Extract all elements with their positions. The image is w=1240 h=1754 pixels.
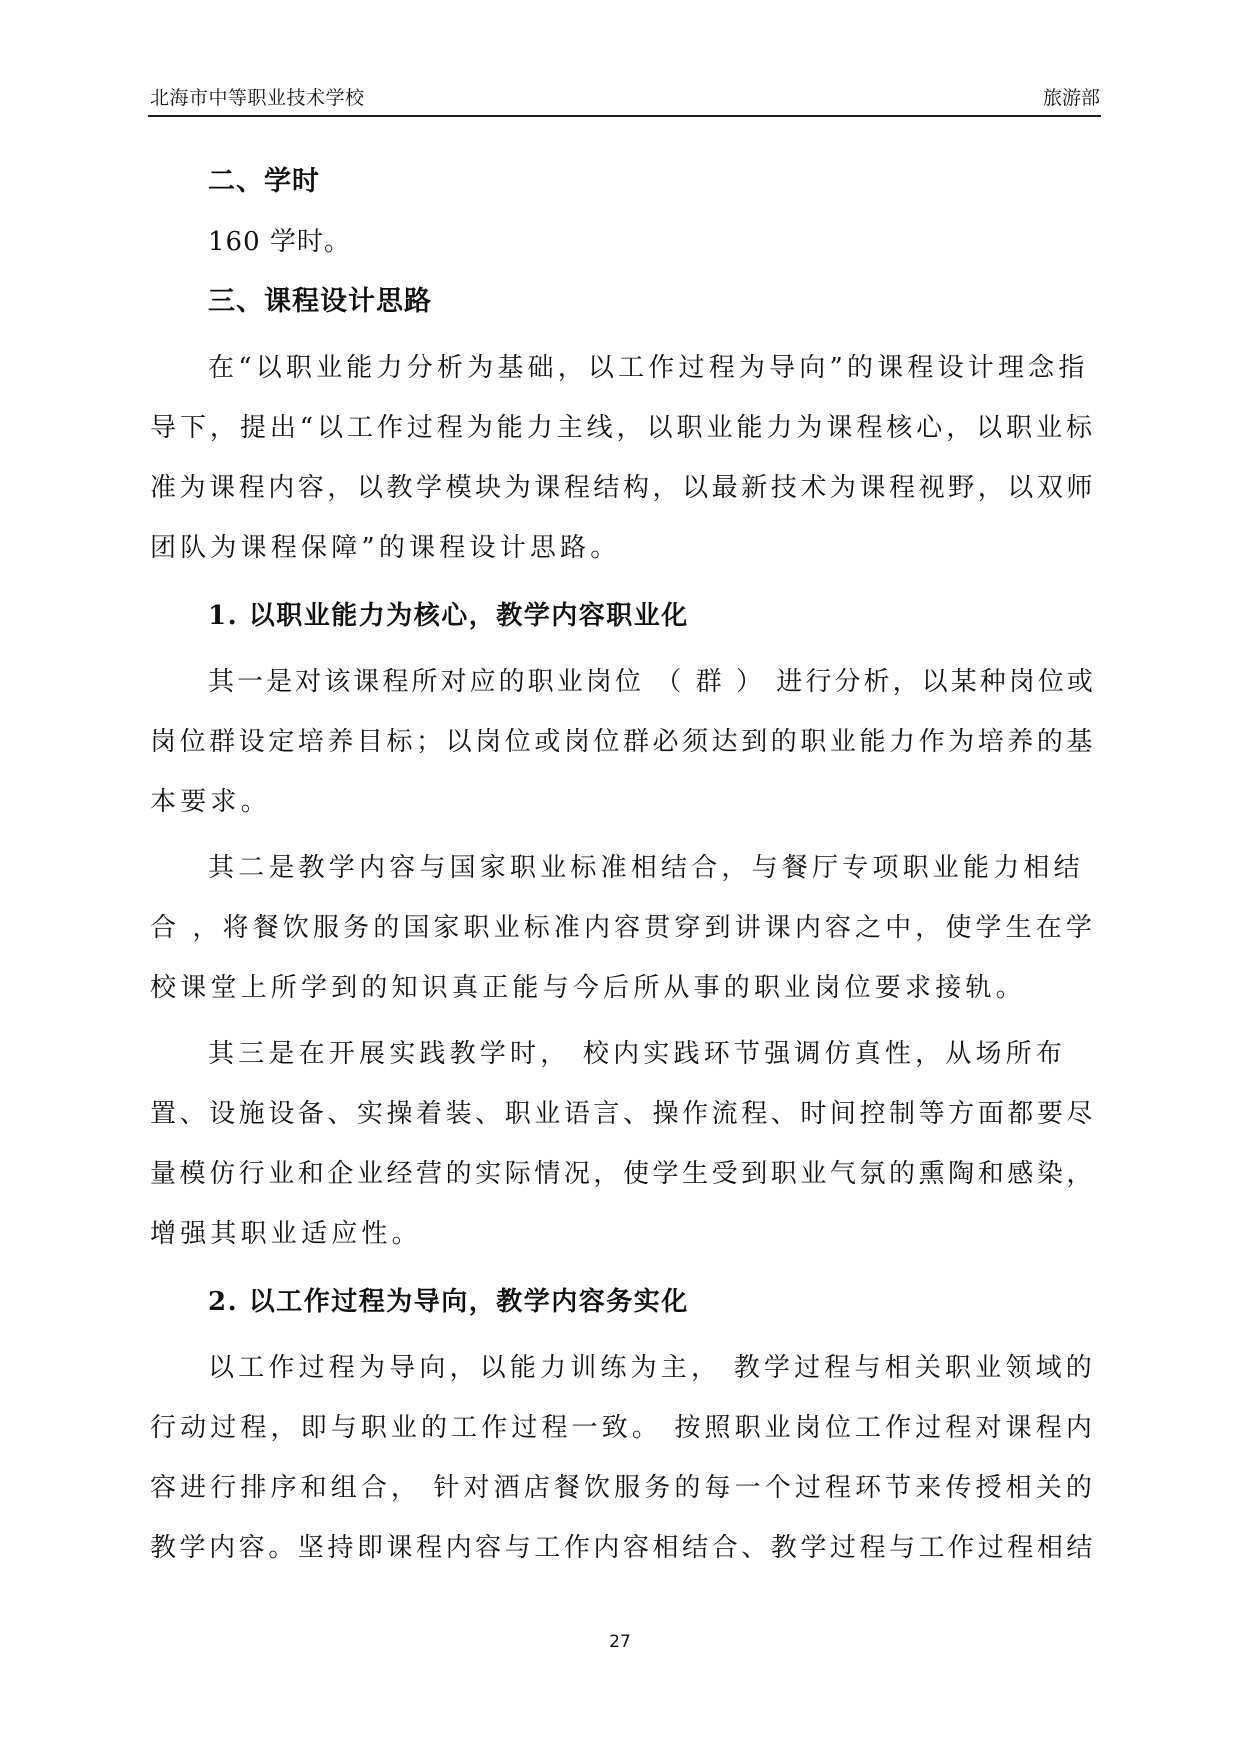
header-divider (148, 115, 1101, 117)
paragraph-line: 以工作过程为导向，以能力训练为主， 教学过程与相关职业领域的 (208, 1353, 1096, 1383)
paragraph-line: 容进行排序和组合， 针对酒店餐饮服务的每一个过程环节来传授相关的 (150, 1473, 1096, 1503)
paragraph-line: 置、设施设备、实操着装、职业语言、操作流程、时间控制等方面都要尽 (150, 1099, 1096, 1129)
paragraph-line: 行动过程，即与职业的工作过程一致。 按照职业岗位工作过程对课程内 (150, 1413, 1096, 1443)
subsection-heading-2: 2. 以工作过程为导向，教学内容务实化 (208, 1287, 689, 1317)
paragraph-line: 增强其职业适应性。 (150, 1219, 422, 1249)
paragraph-line: 校课堂上所学到的知识真正能与今后所从事的职业岗位要求接轨。 (150, 973, 1026, 1003)
paragraph-line: 本要求。 (150, 787, 271, 817)
paragraph-line: 合 ，将餐饮服务的国家职业标准内容贯穿到讲课内容之中，使学生在学 (150, 913, 1096, 943)
intro-line: 准为课程内容，以教学模块为课程结构，以最新技术为课程视野，以双师 (150, 473, 1096, 503)
paragraph-line: 量模仿行业和企业经营的实际情况，使学生受到职业气氛的熏陶和感染， (150, 1159, 1096, 1189)
section-heading-design: 三、课程设计思路 (208, 286, 432, 317)
paragraph-line: 其二是教学内容与国家职业标准相结合，与餐厅专项职业能力相结 (208, 853, 1084, 883)
paragraph-line: 岗位群设定培养目标；以岗位或岗位群必须达到的职业能力作为培养的基 (150, 727, 1096, 757)
intro-line: 团队为课程保障”的课程设计思路。 (150, 533, 621, 563)
header-department: 旅游部 (1042, 87, 1100, 109)
paragraph-line: 其三是在开展实践教学时， 校内实践环节强调仿真性，从场所布 (208, 1039, 1067, 1069)
subsection-heading-1: 1. 以职业能力为核心，教学内容职业化 (208, 601, 689, 631)
paragraph-line: 其一是对该课程所对应的职业岗位 （ 群 ） 进行分析，以某种岗位或 (208, 667, 1096, 697)
intro-line: 导下，提出“以工作过程为能力主线，以职业能力为课程核心，以职业标 (150, 413, 1096, 443)
intro-line: 在“以职业能力分析为基础，以工作过程为导向”的课程设计理念指 (208, 353, 1089, 383)
page-number: 27 (609, 1632, 631, 1652)
paragraph-line: 教学内容。坚持即课程内容与工作内容相结合、教学过程与工作过程相结 (150, 1533, 1096, 1563)
section-heading-hours: 二、学时 (208, 166, 320, 197)
hours-text: 160 学时。 (208, 227, 351, 257)
header-school-name: 北海市中等职业技术学校 (150, 87, 365, 109)
